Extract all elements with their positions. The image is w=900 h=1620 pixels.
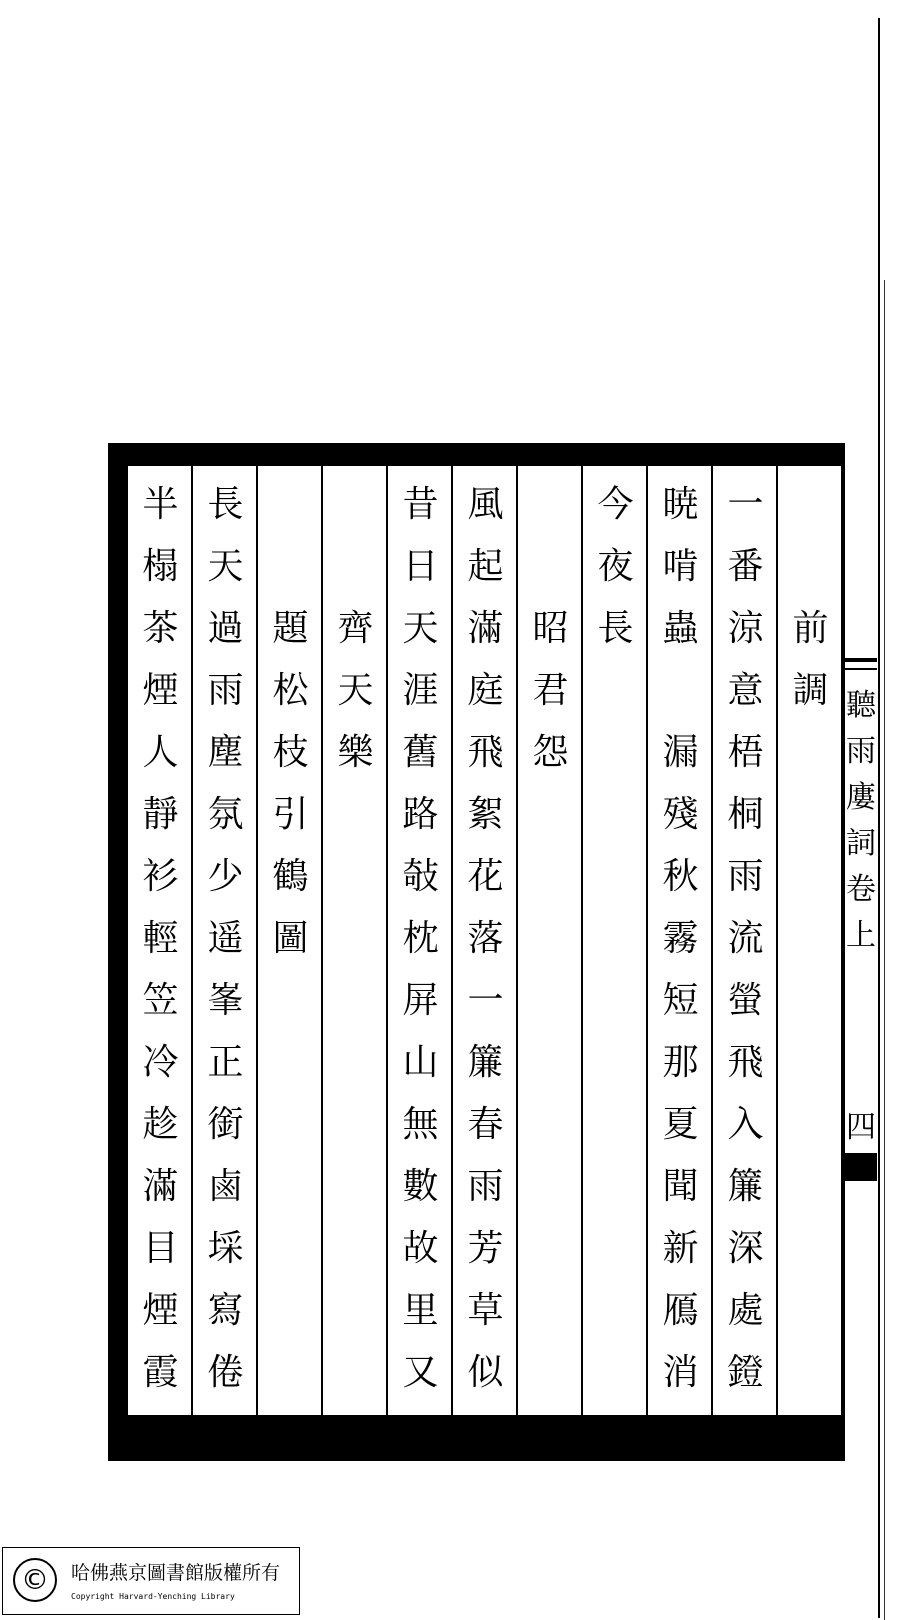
text-column (713, 466, 778, 1415)
text-column (388, 466, 453, 1415)
text-column (648, 466, 713, 1415)
column-text: 昔 日 天 涯 舊 路 敧 枕 屏 山 無 數 故 里 又 (402, 484, 439, 1393)
column-text: 題 松 枝 引 鶴 圖 (272, 608, 309, 959)
text-column (583, 466, 648, 1415)
text-column (518, 466, 583, 1415)
fold-ornament-line (845, 668, 877, 670)
column-text: 半 榻 茶 煙 人 靜 衫 輕 笠 冷 趁 滿 目 煙 霞 (142, 484, 179, 1393)
column-text: 齊 天 樂 (337, 608, 374, 773)
column-text: 風 起 滿 庭 飛 絮 花 落 一 簾 春 雨 芳 草 似 (467, 484, 504, 1393)
fold-ornament-top (845, 658, 877, 662)
column-text: 今 夜 長 (597, 484, 634, 649)
text-column (453, 466, 518, 1415)
text-column (778, 466, 843, 1415)
fold-page-number: 四 (846, 1110, 876, 1145)
column-text: 昭 君 怨 (532, 608, 569, 773)
copyright-icon: © (13, 1558, 57, 1602)
copyright-stamp (2, 1547, 300, 1615)
text-column (323, 466, 388, 1415)
fold-book-title: 聽 雨 廔 詞 卷 上 (846, 688, 876, 953)
column-text: 暁 啃 蟲 漏 殘 秋 霧 短 那 夏 聞 新 鴈 消 (662, 484, 699, 1393)
printed-page-frame (108, 443, 875, 1461)
copyright-chinese: 哈佛燕京圖書館版權所有 (71, 1562, 281, 1584)
text-block (128, 466, 843, 1415)
page-edge-line-inner (884, 280, 885, 1620)
text-column (128, 466, 193, 1415)
book-fold-strip (843, 443, 877, 1461)
column-text: 前 調 (792, 608, 829, 711)
text-column (193, 466, 258, 1415)
copyright-english: Copyright Harvard-Yenching Library (71, 1592, 235, 1601)
column-text: 一 番 涼 意 梧 桐 雨 流 螢 飛 入 簾 深 處 鐙 (727, 484, 764, 1393)
text-column (258, 466, 323, 1415)
column-text: 長 天 過 雨 塵 氛 少 遥 峯 正 銜 鹵 埰 寫 倦 (207, 484, 244, 1393)
page-edge-line (878, 18, 880, 1618)
fold-ornament-bottom (845, 1153, 877, 1181)
